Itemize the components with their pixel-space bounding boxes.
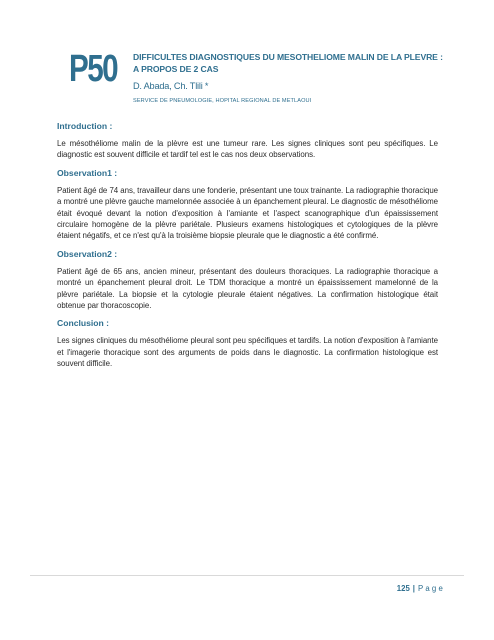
page-separator: | [412, 584, 415, 593]
poster-header [133, 52, 443, 104]
abstract-body [57, 121, 438, 377]
page-footer [397, 584, 445, 593]
poster-title: DIFFICULTES DIAGNOSTIQUES DU MESOTHELIOME MALIN DE LA PLEVRE : A PROPOS DE 2 CAS [133, 52, 443, 74]
section-heading-observation1: Observation1 : [57, 167, 118, 178]
poster-code: P50 [69, 48, 118, 90]
section-heading-introduction: Introduction : [57, 121, 113, 131]
page-number: 125 [396, 584, 410, 593]
section-heading-observation2: Observation2 : [57, 248, 118, 259]
section-heading-conclusion: Conclusion : [57, 318, 110, 329]
section-text-observation1: Patient âgé de 74 ans, travailleur dans une fonderie, présentant une toux trainante. La radiographie thoracique a montré une plèvre gauche mamelonnée associée à un épanchement pleural. Le diagnostic de mésothéliome était évoqué devant la notion d'exposition à l'amiante et l'aspect scanographique d'un épaississement circulaire homogène de la plèvre pariétale. Plusieurs examens histologiques et cytologiques de la plèvre étaient négatifs, et ce n'est qu'à la troisième biopsie pleurale que le diagnostic a été confirmé. [57, 185, 438, 241]
section-text-conclusion: Les signes cliniques du mésothéliome pleural sont peu spécifiques et tardifs. La notion d'exposition à l'amiante et l'imagerie thoracique sont des arguments de poids dans le diagnostic. La confirmation histologique est souvent difficile. [57, 336, 438, 369]
footer-divider [30, 575, 464, 576]
poster-affiliation: SERVICE DE PNEUMOLOGIE, HOPITAL REGIONAL DE METLAOUI [133, 98, 312, 104]
poster-authors: D. Abada, Ch. Tlili * [133, 81, 209, 91]
section-text-observation2: Patient âgé de 65 ans, ancien mineur, présentant des douleurs thoraciques. La radiographie thoracique a montré un épanchement pleural droit. Le TDM thoracique a montré un épaississement mamelonné de la plèvre pariétale. La biopsie et la cytologie pleurale étaient négatives. La confirmation histologique était obtenue par thoracoscopie. [57, 266, 438, 311]
section-text-introduction: Le mésothéliome malin de la plèvre est une tumeur rare. Les signes cliniques sont peu spécifiques. Le diagnostic est souvent difficile et tardif tel est le cas nos deux observations. [57, 139, 438, 160]
page-label: Page [417, 584, 445, 593]
